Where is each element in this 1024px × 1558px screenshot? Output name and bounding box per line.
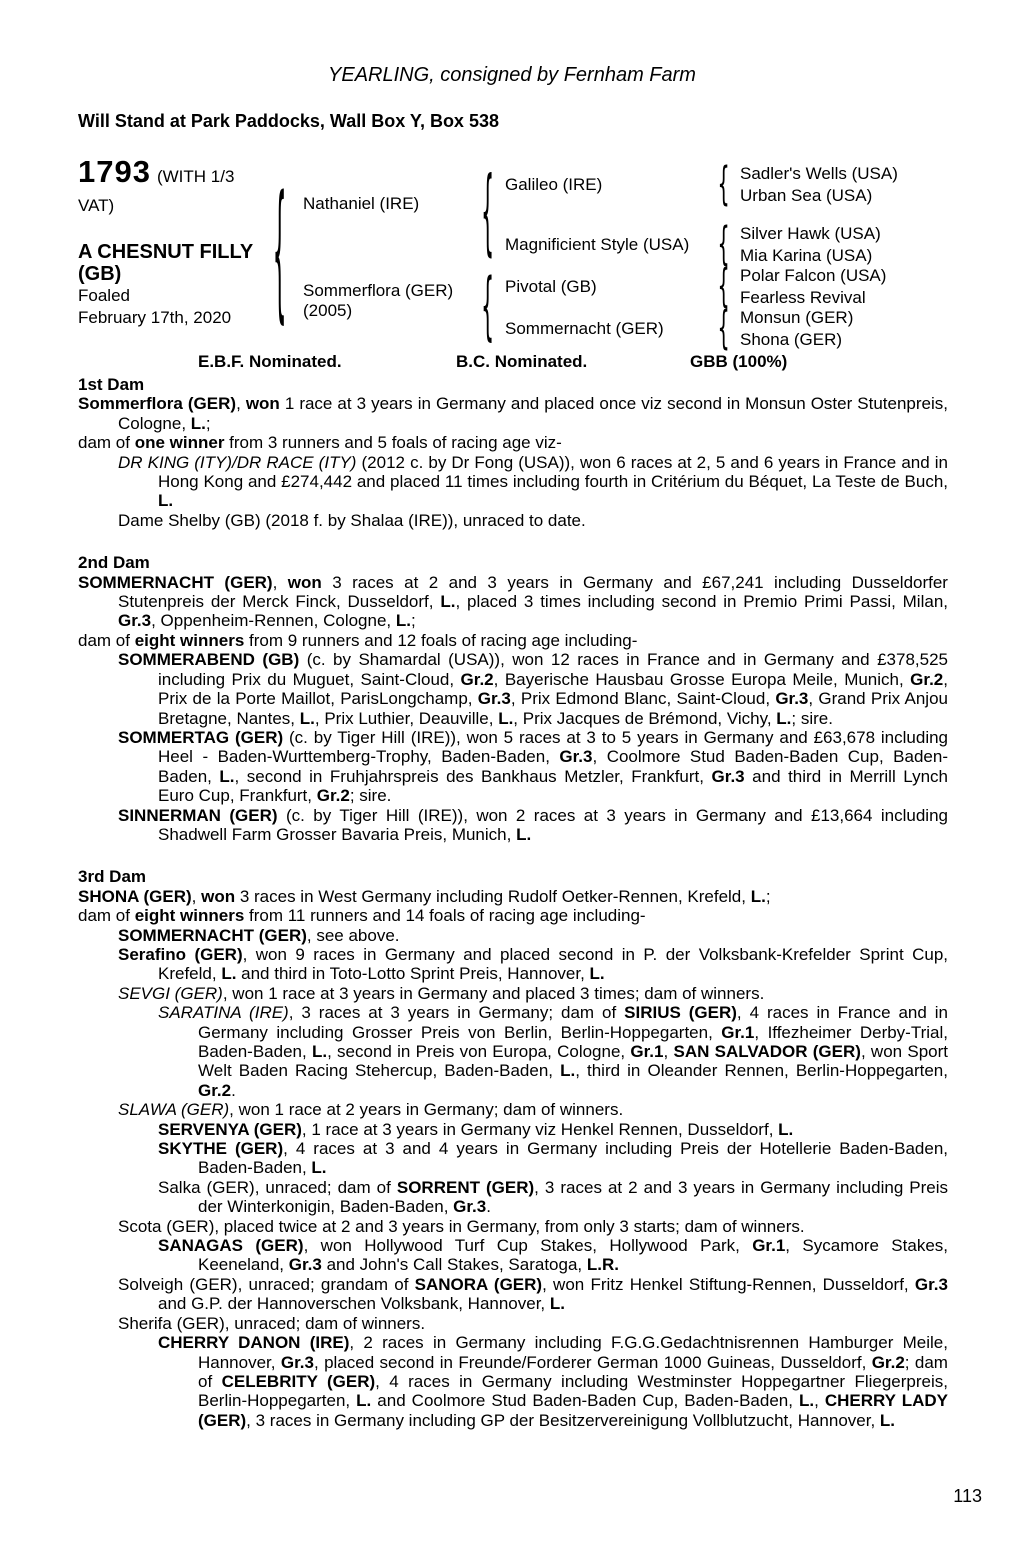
pedigree-brace-gen3-1: { <box>717 157 730 211</box>
text-segment: , Coolmore Stud Baden-Baden Cup, Baden-Baden, <box>158 747 948 786</box>
text-segment: L. <box>158 491 174 511</box>
text-segment: Dame Shelby (GB) (2018 f. by Shalaa (IRE)), unraced to date. <box>118 510 586 530</box>
text-segment: from 3 runners and 5 foals of racing age viz- <box>224 433 562 453</box>
text-segment: L. <box>440 592 456 612</box>
text-segment: , 3 races in Germany including GP der Besitzervereinigung Vollblutzucht, Hannover, <box>246 1410 880 1430</box>
text-segment: won <box>245 394 280 414</box>
foaled-date: February 17th, 2020 <box>78 308 232 327</box>
vat-note-line1: (WITH 1/3 <box>156 167 235 186</box>
text-segment: won <box>201 886 236 906</box>
text-segment: , second in Preis von Europa, Cologne, <box>327 1042 631 1061</box>
ebf-nomination: E.B.F. Nominated. <box>198 352 342 371</box>
text-segment: SANAGAS (GER) <box>158 1236 304 1256</box>
text-segment: L. <box>395 611 411 631</box>
text-segment: (c. by Tiger Hill (IRE)), won 2 races at 3 years in Germany and £13,664 including Shadwell Farm Grosser Bavaria Preis, Munich, <box>158 805 948 844</box>
foaled-label: Foaled <box>78 286 130 305</box>
text-segment: 1 race at 3 years in Germany and placed once viz second in Monsun Oster Stutenpreis, Cologne, <box>118 394 948 433</box>
text-segment: Gr.3 <box>711 766 745 786</box>
text-segment: , won Hollywood Turf Cup Stakes, Hollywood Park, <box>303 1236 753 1256</box>
text-segment: , <box>814 1391 825 1411</box>
pedigree-paragraph <box>118 926 948 945</box>
text-segment: dam of <box>78 906 135 926</box>
dam-heading: 1st Dam <box>78 375 145 394</box>
pedigree-dam-sire: Pivotal (GB) <box>505 277 597 296</box>
text-segment: ; sire. <box>349 786 392 806</box>
pedigree-brace-gen3-4: { <box>717 301 730 355</box>
dam-sections <box>78 375 948 1430</box>
text-segment: , won Fritz Henkel Stiftung-Rennen, Dusseldorf, <box>542 1274 915 1294</box>
text-segment: . <box>231 1080 236 1100</box>
text-segment: ; <box>765 886 771 906</box>
text-segment: (2012 c. by Dr Fong (USA)), won 6 races at 2, 5 and 6 years in France and in Hong Kong and £274,442 and placed 11 times including fourth in Critérium du Béquet, La Teste de Buch, <box>158 452 948 492</box>
pedigree-paragraph <box>158 1120 948 1139</box>
text-segment: and Coolmore Stud Baden-Baden Cup, Baden-Baden, <box>371 1391 799 1411</box>
text-segment: and G.P. der Hannoverschen Volksbank, Hannover, <box>158 1294 550 1314</box>
text-segment: one winner <box>134 433 225 453</box>
text-segment: L. <box>498 708 514 728</box>
text-segment: Gr.2 <box>871 1352 905 1372</box>
text-segment: SKYTHE (GER) <box>158 1139 284 1159</box>
text-segment: , Sycamore Stakes, Keeneland, <box>198 1236 948 1275</box>
text-segment: CHERRY DANON (IRE) <box>158 1333 350 1353</box>
pedigree-paragraph <box>158 1178 948 1217</box>
text-segment: , 3 races at 2 and 3 years in Germany including Preis der Winterkonigin, Baden-Baden, <box>198 1177 949 1217</box>
text-segment: Gr.3 <box>453 1197 487 1217</box>
text-segment: and third in Merrill Lynch Euro Cup, Frankfurt, <box>158 766 948 806</box>
pedigree-dam-dam: Sommernacht (GER) <box>505 319 664 338</box>
text-segment: (c. by Shamardal (USA)), won 12 races in France and in Germany and £378,525 including Prix du Muguet, Saint-Cloud, <box>158 650 948 689</box>
pedigree-paragraph <box>118 984 948 1003</box>
text-segment: , Prix de la Porte Maillot, ParisLongchamp, <box>158 669 948 709</box>
pedigree-dam <box>303 281 453 321</box>
text-segment: dam of <box>78 630 135 650</box>
text-segment: L. <box>219 766 235 786</box>
text-segment: dam of <box>78 433 135 453</box>
pedigree-paragraph <box>78 573 948 631</box>
text-segment: DR KING (ITY)/DR RACE (ITY) <box>118 452 357 472</box>
text-segment: L. <box>776 708 792 728</box>
text-segment: CELEBRITY (GER) <box>221 1371 376 1391</box>
text-segment: Gr.1 <box>630 1042 664 1061</box>
page-title: YEARLING, consigned by Fernham Farm <box>328 64 696 86</box>
text-segment: Sommerflora (GER) <box>78 394 237 414</box>
text-segment: L.R. <box>586 1255 619 1275</box>
text-segment: SORRENT (GER) <box>396 1177 535 1197</box>
text-segment: SOMMERTAG (GER) <box>118 727 284 747</box>
pedigree-brace-gen3-3: { <box>717 259 730 313</box>
dam-heading: 2nd Dam <box>78 553 150 573</box>
text-segment: Gr.3 <box>288 1255 322 1275</box>
pedigree-paragraph <box>118 1314 948 1333</box>
text-segment: won <box>287 572 322 592</box>
text-segment: Gr.3 <box>559 747 593 767</box>
pedigree-brace-gen1: { <box>272 165 287 339</box>
lot-number: 1793 <box>78 154 151 189</box>
text-segment: , won 1 race at 3 years in Germany and placed 3 times; dam of winners. <box>222 983 765 1003</box>
text-segment: SIRIUS (GER) <box>624 1003 737 1023</box>
text-segment: L. <box>190 413 206 433</box>
text-segment: L. <box>549 1294 565 1314</box>
pedigree-sire-sire: Galileo (IRE) <box>505 175 603 194</box>
stand-location: Will Stand at Park Paddocks, Wall Box Y, Box 538 <box>78 111 499 131</box>
vat-note-line2: VAT) <box>78 196 115 215</box>
text-segment: , Prix Luthier, Deauville, <box>314 708 499 728</box>
text-segment: Gr.1 <box>721 1022 755 1042</box>
text-segment: , see above. <box>306 925 400 945</box>
pedigree-sire: Nathaniel (IRE) <box>303 194 420 213</box>
pedigree-paragraph <box>78 906 948 925</box>
lot-description-suffix: (GB) <box>78 263 122 285</box>
pedigree-paragraph <box>118 728 948 806</box>
text-segment: 3 races at 2 and 3 years in Germany and £67,241 including Dusseldorfer Stutenpreis der Merck Finck, Dusseldorf, <box>118 572 948 612</box>
text-segment: Salka (GER), unraced; dam of <box>158 1177 397 1197</box>
text-segment: L. <box>516 824 532 844</box>
text-segment: Gr.3 <box>775 689 809 709</box>
text-segment: ; sire. <box>791 708 833 728</box>
text-segment: Gr.3 <box>118 611 152 631</box>
pedigree-paragraph <box>158 1236 948 1275</box>
pedigree-paragraph <box>118 511 948 530</box>
pedigree-gen3-4: Mia Karina (USA) <box>740 246 873 265</box>
text-segment: SOMMERNACHT (GER) <box>78 572 273 592</box>
text-segment: , Oppenheim-Rennen, Cologne, <box>151 611 396 631</box>
text-segment: SOMMERABEND (GB) <box>118 650 300 670</box>
text-segment: SAN SALVADOR (GER) <box>673 1042 861 1061</box>
pedigree-brace-sire: { <box>481 157 495 267</box>
text-segment: , won 9 races in Germany and placed second in P. der Volksbank-Krefelder Sprint Cup, Krefeld, <box>158 944 948 984</box>
pedigree-paragraph <box>118 453 948 511</box>
text-segment: , won 1 race at 2 years in Germany; dam of winners. <box>229 1100 624 1120</box>
pedigree-dam-name: Sommerflora (GER) <box>303 281 454 300</box>
lot-description <box>78 241 253 329</box>
page-number: 113 <box>953 1486 982 1506</box>
text-segment: Gr.1 <box>752 1236 786 1256</box>
pedigree-paragraph <box>78 433 948 452</box>
text-segment: Gr.2 <box>460 669 494 689</box>
text-segment: SEVGI (GER) <box>118 983 223 1003</box>
pedigree-paragraph <box>78 887 948 906</box>
text-segment: Sherifa (GER), unraced; dam of winners. <box>118 1313 426 1333</box>
text-segment: , placed second in Freunde/Forderer German 1000 Guineas, Dusseldorf, <box>313 1352 872 1372</box>
pedigree-paragraph <box>158 1139 948 1178</box>
pedigree-brace-gen3-2: { <box>717 217 730 271</box>
text-segment: Gr.3 <box>477 689 511 709</box>
text-segment: , 4 races in Germany including Westminster Hoppegartner Fliegerpreis, Berlin-Hoppegarten, <box>198 1371 948 1411</box>
text-segment: L. <box>221 964 237 984</box>
lot-description-sex: A CHESNUT FILLY <box>78 241 254 263</box>
text-segment: , <box>236 394 246 414</box>
text-segment: L. <box>311 1158 327 1178</box>
text-segment: , third in Oleander Rennen, Berlin-Hoppegarten, <box>575 1061 948 1081</box>
text-segment: L. <box>778 1119 794 1139</box>
pedigree-paragraph <box>78 631 948 650</box>
text-segment: CHERRY LADY (GER) <box>198 1391 948 1430</box>
text-segment: L. <box>750 886 766 906</box>
text-segment: , 1 race at 3 years in Germany viz Henkel Rennen, Dusseldorf, <box>301 1119 779 1139</box>
text-segment: SLAWA (GER) <box>118 1100 230 1120</box>
text-segment: (c. by Tiger Hill (IRE)), won 5 races at 3 to 5 years in Germany and £63,678 including Heel - Baden-Wurttemberg-Trophy, Baden-Baden, <box>158 727 949 767</box>
text-segment: eight winners <box>134 906 245 926</box>
pedigree-brace-dam: { <box>481 262 495 350</box>
text-segment: ; dam of <box>198 1352 948 1391</box>
pedigree-dam-year: (2005) <box>303 301 353 320</box>
text-segment: Gr.2 <box>316 786 350 806</box>
pedigree-gen3-7: Monsun (GER) <box>740 308 854 327</box>
text-segment: , 4 races at 3 and 4 years in Germany including Preis der Hotellerie Baden-Baden, Baden-Baden, <box>198 1139 948 1178</box>
gbb-badge: GBB (100%) <box>690 352 788 371</box>
text-segment: Gr.2 <box>198 1080 232 1100</box>
text-segment: , <box>272 572 288 592</box>
pedigree-paragraph <box>118 806 948 845</box>
text-segment: L. <box>356 1391 372 1411</box>
text-segment: , second in Fruhjahrspreis des Bankhaus Metzler, Frankfurt, <box>234 766 712 786</box>
text-segment: , Iffezheimer Derby-Trial, Baden-Baden, <box>198 1022 948 1061</box>
text-segment: eight winners <box>134 630 245 650</box>
text-segment: , 3 races at 3 years in Germany; dam of <box>288 1003 625 1023</box>
text-segment: . <box>486 1197 491 1217</box>
pedigree-paragraph <box>118 1217 948 1236</box>
text-segment: SOMMERNACHT (GER) <box>118 925 307 945</box>
text-segment: Gr.2 <box>910 669 944 689</box>
text-segment: from 9 runners and 12 foals of racing age including- <box>244 630 638 650</box>
text-segment: ; <box>205 413 211 433</box>
text-segment: SINNERMAN (GER) <box>118 805 278 825</box>
text-segment: , placed 3 times including second in Premio Primi Passi, Milan, <box>455 592 948 612</box>
text-segment: L. <box>560 1061 576 1081</box>
text-segment: Serafino (GER) <box>118 944 243 964</box>
text-segment: and John's Call Stakes, Saratoga, <box>321 1255 587 1275</box>
pedigree-paragraph <box>118 1275 948 1314</box>
text-segment: , <box>191 886 202 906</box>
text-segment: and third in Toto-Lotto Sprint Preis, Hannover, <box>236 964 590 984</box>
text-segment: , 2 races in Germany including F.G.G.Gedachtnisrennen Hamburger Meile, Hannover, <box>198 1333 948 1372</box>
text-segment: from 11 runners and 14 foals of racing age including- <box>244 906 646 926</box>
pedigree-gen3-1: Sadler's Wells (USA) <box>740 164 898 183</box>
text-segment: SERVENYA (GER) <box>158 1119 302 1139</box>
text-segment: ; <box>410 611 416 631</box>
text-segment: L. <box>311 1042 328 1061</box>
text-segment: , Prix Edmond Blanc, Saint-Cloud, <box>510 689 776 709</box>
text-segment: SHONA (GER) <box>78 886 192 906</box>
text-segment: Solveigh (GER), unraced; grandam of <box>118 1274 415 1294</box>
pedigree-gen3-3: Silver Hawk (USA) <box>740 224 881 243</box>
lot-header <box>78 156 234 187</box>
pedigree-paragraph <box>158 1003 948 1100</box>
pedigree-paragraph <box>118 650 948 728</box>
text-segment: , 4 races in France and in Germany including Grosser Preis von Berlin, Berlin-Hoppegarten, <box>198 1003 949 1042</box>
text-segment: L. <box>879 1410 896 1430</box>
text-segment: Gr.3 <box>280 1352 314 1372</box>
text-segment: , Prix Jacques de Brémond, Vichy, <box>513 708 777 728</box>
text-segment: Gr.3 <box>914 1274 948 1294</box>
text-segment: L. <box>299 708 315 728</box>
pedigree-paragraph <box>78 394 948 433</box>
pedigree-gen3-5: Polar Falcon (USA) <box>740 266 887 285</box>
pedigree-gen3-6: Fearless Revival <box>740 288 866 307</box>
pedigree-paragraph <box>118 945 948 984</box>
text-segment: SANORA (GER) <box>414 1274 543 1294</box>
pedigree-sire-dam: Magnificient Style (USA) <box>505 235 690 254</box>
dam-heading: 3rd Dam <box>78 867 147 887</box>
text-segment: Scota (GER), placed twice at 2 and 3 years in Germany, from only 3 starts; dam of winners. <box>118 1216 805 1236</box>
text-segment: SARATINA (IRE) <box>158 1003 289 1023</box>
pedigree-gen3-2: Urban Sea (USA) <box>740 186 873 205</box>
text-segment: , <box>663 1042 674 1061</box>
pedigree-gen3-8: Shona (GER) <box>740 330 843 349</box>
pedigree-paragraph <box>158 1333 948 1430</box>
text-segment: 3 races in West Germany including Rudolf Oetker-Rennen, Krefeld, <box>235 886 751 906</box>
bc-nomination: B.C. Nominated. <box>456 352 588 371</box>
text-segment: , won Sport Welt Baden Racing Stehercup, Baden-Baden, <box>198 1042 948 1081</box>
text-segment: , Bayerische Hausbau Grosse Europa Meile, Munich, <box>493 669 911 689</box>
text-segment: L. <box>589 964 605 984</box>
pedigree-paragraph <box>118 1100 948 1119</box>
text-segment: L. <box>799 1391 815 1411</box>
text-segment: , Grand Prix Anjou Bretagne, Nantes, <box>158 689 948 728</box>
